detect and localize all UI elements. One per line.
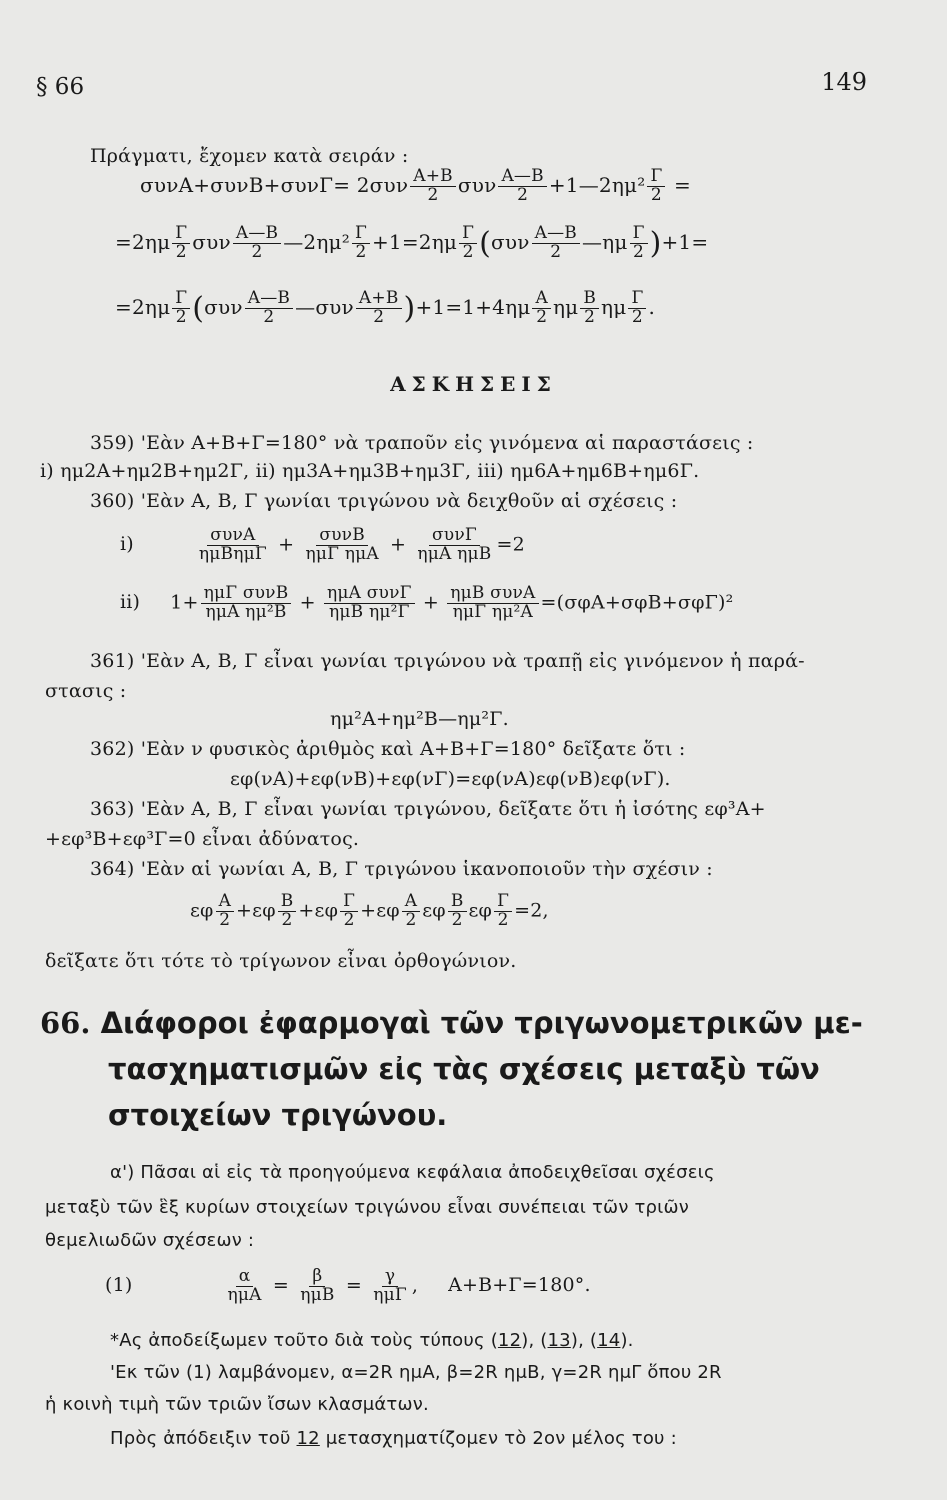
eq1-rest: +1—2ημ² [548, 172, 646, 197]
eq2-part: =2ημ [115, 229, 171, 254]
exercise-361-cont: στασις : [45, 680, 127, 702]
para-a-line-2: μεταξὺ τῶν ἓξ κυρίων στοιχείων τριγώνου εἶναι συνέπειαι τῶν τριῶν [45, 1197, 689, 1218]
exercise-359-items: i) ημ2A+ημ2B+ημ2Γ, ii) ημ3A+ημ3B+ημ3Γ, iii) ημ6A+ημ6B+ημ6Γ. [40, 460, 700, 482]
fraction: $\frac{\Gamma}{2}$ [628, 290, 646, 327]
para-a-line-1: α') Πᾶσαι αἱ εἰς τὰ προηγούμενα κεφάλαια ἀποδειχθεῖσαι σχέσεις [110, 1162, 715, 1183]
fraction: $\frac{A—B}{2}$ [498, 168, 546, 205]
proof-text: *Ας ἀποδείξωμεν τοῦτο διὰ τοὺς τύπους ( [110, 1330, 498, 1351]
exercise-364-cont: δεῖξατε ὅτι τότε τὸ τρίγωνον εἶναι ὀρθογώνιον. [45, 950, 517, 972]
eq3-part: ημ [601, 294, 627, 319]
section-66-heading [40, 1000, 900, 1138]
fraction: $\frac{\Gamma}{2}$ [647, 168, 665, 205]
fraction: $\frac{\Gamma}{2}$ [172, 225, 190, 262]
exercise-364: 364) 'Εὰν αἱ γωνίαι A, B, Γ τριγώνου ἱκανοποιοῦν τὴν σχέσιν : [90, 858, 713, 880]
eq-part: +εφ [360, 899, 400, 922]
fraction: $\frac{B}{2}$ [580, 290, 599, 327]
section-66-line-2: τασχηματισμῶν εἰς τὰς σχέσεις μεταξὺ τῶν [108, 1052, 820, 1086]
fraction: $\frac{\Gamma}{2}$ [340, 893, 358, 930]
proof-line-4 [110, 1428, 677, 1449]
fraction: $\frac{B}{2}$ [278, 893, 297, 930]
fraction: $\frac{\text{συνΓ}}{\text{ημA ημB}}$ [417, 525, 492, 564]
section-marker: § 66 [36, 74, 85, 100]
fraction: $\frac{\text{ημA συνΓ}}{\text{ημB ημ²Γ}}$ [324, 585, 415, 622]
eq3-part: =2ημ [115, 294, 171, 319]
fraction: $\frac{B}{2}$ [448, 893, 467, 930]
fraction: $\frac{\text{ημB συνA}}{\text{ημΓ ημ²A}}$ [447, 585, 538, 622]
exercise-360-ii: ii) 1+ $\frac{\text{ημΓ συνB}}{\text{ημA ημ²B}}$ + $\frac{\text{ημA συνΓ}}{\text{ημB ημ²Γ}}$ + $\frac{\text{ημB συνA}}{\text{ημΓ ημ²A}}$ =(σφA+σφB+σφΓ)² [120, 583, 734, 622]
eq2-part: +1=2ημ [371, 229, 458, 254]
eq-part: εφ [422, 899, 446, 922]
section-66-line-3: στοιχείων τριγώνου. [108, 1098, 448, 1132]
item-label: ii) [120, 591, 141, 614]
item-label: i) [120, 533, 134, 556]
eq-part: εφ [468, 899, 493, 922]
section-title-line: Διάφοροι ἐφαρμογαὶ τῶν τριγωνομετρικῶν με- [100, 1006, 863, 1040]
equation-label: (1) [105, 1274, 133, 1297]
exercise-362: 362) 'Εὰν ν φυσικὸς ἀριθμὸς καὶ A+B+Γ=180° δεῖξατε ὅτι : [90, 738, 686, 760]
fraction: $\frac{A—B}{2}$ [233, 225, 281, 262]
paren-close: ) [649, 225, 662, 261]
eq-end: =2 [496, 533, 525, 556]
proof-text: Πρὸς ἀπόδειξιν τοῦ [110, 1428, 297, 1449]
section-66-line-1 [40, 1000, 900, 1046]
page-number: 149 [821, 68, 867, 96]
paren-open: ( [479, 225, 492, 261]
eq2-part: συν [491, 229, 530, 254]
formula-ref: 13 [547, 1330, 571, 1351]
eq-part: +εφ [298, 899, 339, 922]
fraction: $\frac{A—B}{2}$ [532, 225, 580, 262]
law-of-sines: (1) $\frac{\alpha}{\text{ημA}}$ = $\frac{\beta}{\text{ημB}}$ = $\frac{\gamma}{\text{ημΓ}}$ , A+B+Γ=180°. [105, 1266, 591, 1305]
fraction: $\frac{A—B}{2}$ [245, 290, 293, 327]
fraction: $\frac{\text{συνB}}{\text{ημΓ ημA}}$ [305, 525, 379, 564]
exercise-362-expr: εφ(νA)+εφ(νB)+εφ(νΓ)=εφ(νA)εφ(νB)εφ(νΓ). [230, 768, 671, 790]
proof-text: μετασχηματίζομεν τὸ 2ον μέλος του : [319, 1428, 677, 1449]
exercise-363-cont: +εφ³B+εφ³Γ=0 εἶναι ἀδύνατος. [45, 828, 360, 850]
paren-close: ) [403, 290, 416, 326]
fraction: $\frac{\alpha}{\text{ημA}}$ [227, 1266, 262, 1305]
eq3-part: συν [204, 294, 243, 319]
eq-part: 1+ [170, 591, 199, 614]
eq-part: =2, [514, 899, 549, 922]
proof-line-1: *Ας ἀποδείξωμεν τοῦτο διὰ τοὺς τύπους (12), (13), (14). [110, 1330, 634, 1351]
formula-ref: 12 [296, 1428, 320, 1449]
exercise-364-expr [190, 893, 549, 930]
exercise-360: 360) 'Εὰν A, B, Γ γωνίαι τριγώνου νὰ δειχθοῦν αἱ σχέσεις : [90, 490, 678, 512]
eq-end: =(σφA+σφB+σφΓ)² [540, 591, 734, 614]
para-a-line-3: θεμελιωδῶν σχέσεων : [45, 1230, 255, 1251]
eq2-part: συν [192, 229, 231, 254]
exercises-heading: ΑΣΚΗΣΕΙΣ [390, 372, 557, 396]
fraction: $\frac{\text{ημΓ συνB}}{\text{ημA ημ²B}}$ [201, 585, 292, 622]
eq-part: +εφ [236, 899, 276, 922]
intro-text: Πράγματι, ἔχομεν κατὰ σειράν : [90, 145, 409, 167]
eq3-part: . [648, 294, 655, 319]
proof-line-3: ἡ κοινὴ τιμὴ τῶν τριῶν ἴσων κλασμάτων. [45, 1394, 429, 1415]
equation-3 [115, 290, 655, 327]
eq3-part: —συν [295, 294, 354, 319]
fraction: $\frac{\Gamma}{2}$ [630, 225, 648, 262]
exercise-361: 361) 'Εὰν A, B, Γ εἶναι γωνίαι τριγώνου νὰ τραπῇ εἰς γινόμενον ἡ παρά- [90, 650, 805, 672]
formula-ref: 12 [497, 1330, 522, 1351]
fraction: $\frac{A+B}{2}$ [356, 290, 402, 327]
section-number: 66. [40, 1006, 91, 1040]
fraction: $\frac{A}{2}$ [216, 893, 234, 930]
fraction: $\frac{\Gamma}{2}$ [352, 225, 370, 262]
eq1-mid: συν [457, 172, 497, 197]
eq3-part: +1=1+4ημ [415, 294, 531, 319]
fraction: $\frac{\beta}{\text{ημB}}$ [300, 1266, 335, 1305]
fraction: $\frac{\Gamma}{2}$ [172, 290, 190, 327]
eq1-lhs: συνA+συνB+συνΓ= 2συν [140, 172, 409, 197]
exercise-360-i: i) $\frac{\text{συνA}}{\text{ημBημΓ}}$ + $\frac{\text{συνB}}{\text{ημΓ ημA}}$ + $\frac{\text{συνΓ}}{\text{ημA ημB}}$ =2 [120, 525, 525, 564]
eq-part: εφ [190, 899, 214, 922]
exercise-361-expr: ημ²A+ημ²B—ημ²Γ. [330, 708, 509, 730]
eq3-part: ημ [552, 294, 579, 319]
fraction: $\frac{\text{συνA}}{\text{ημBημΓ}}$ [198, 525, 267, 564]
proof-line-2: 'Εκ τῶν (1) λαμβάνομεν, α=2R ημA, β=2R ημB, γ=2R ημΓ ὅπου 2R [110, 1362, 722, 1383]
fraction: $\frac{\Gamma}{2}$ [459, 225, 477, 262]
fraction: $\frac{\gamma}{\text{ημΓ}}$ [373, 1266, 407, 1305]
fraction: $\frac{A+B}{2}$ [410, 168, 456, 205]
angle-sum: A+B+Γ=180°. [448, 1274, 591, 1297]
eq2-part: —ημ [581, 229, 628, 254]
fraction: $\frac{\Gamma}{2}$ [494, 893, 512, 930]
eq1-end: = [667, 172, 691, 197]
eq2-part: —2ημ² [283, 229, 350, 254]
eq2-part: +1= [661, 229, 709, 254]
formula-ref: 14 [597, 1330, 621, 1351]
fraction: $\frac{A}{2}$ [532, 290, 550, 327]
equation-1 [140, 168, 691, 205]
paren-open: ( [192, 290, 205, 326]
fraction: $\frac{A}{2}$ [402, 893, 420, 930]
equation-2 [115, 225, 708, 262]
exercise-363: 363) 'Εὰν A, B, Γ εἶναι γωνίαι τριγώνου, δεῖξατε ὅτι ἡ ἰσότης εφ³A+ [90, 798, 766, 820]
exercise-359: 359) 'Εὰν A+B+Γ=180° νὰ τραποῦν εἰς γινόμενα αἱ παραστάσεις : [90, 432, 754, 454]
